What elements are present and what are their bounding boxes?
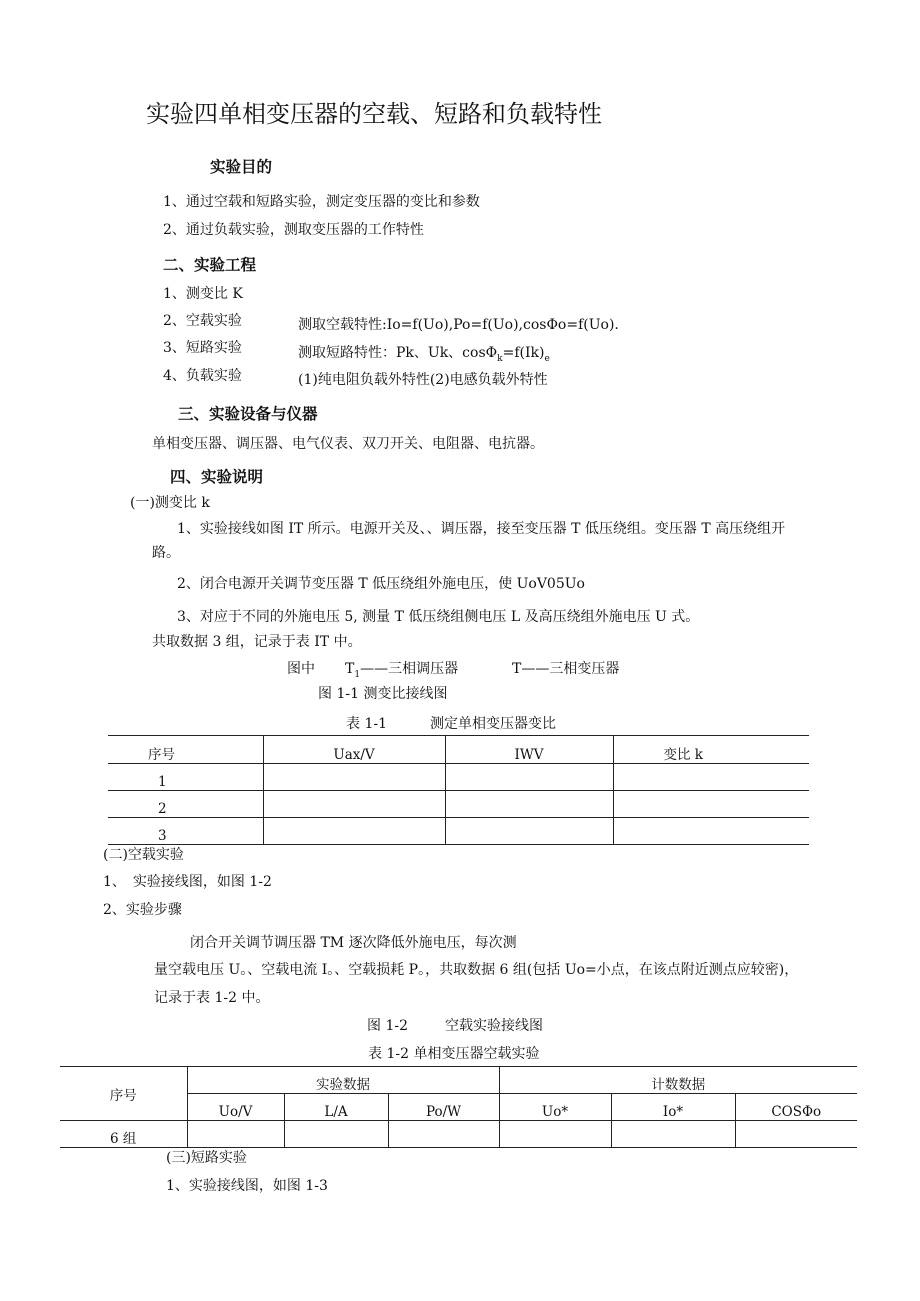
project-item-1-label: 1、测变比 K: [163, 286, 243, 302]
part3-step1: 1、实验接线图，如图 1-3: [166, 1178, 328, 1194]
project-item-3-label: 3、短路实验: [163, 340, 242, 356]
figure-1-2-caption-text: 空载实验接线图: [445, 1018, 543, 1034]
table2-group-experiment: 实验数据: [187, 1067, 499, 1094]
part2-para-line3: 记录于表 1-2 中。: [154, 990, 270, 1006]
table1-row-index: 3: [108, 818, 263, 845]
part2-para-line1: 闭合开关调节调压器 TM 逐次降低外施电压，每次测: [190, 935, 517, 951]
table-row: [60, 1121, 857, 1148]
figure-1-2-caption-num: 图 1-2: [367, 1018, 408, 1034]
table1-header-row: [108, 736, 809, 764]
table2-group-calculated: 计数数据: [499, 1067, 857, 1094]
part1-title: (一)测变比 k: [130, 495, 210, 511]
table2-header-cos: COSΦo: [735, 1094, 857, 1121]
project-item-4-desc: (1)纯电阻负载外特性(2)电感负载外特性: [298, 372, 548, 388]
table2-header-uo-star: Uo*: [499, 1094, 611, 1121]
equipment-text: 单相变压器、调压器、电气仪表、双刀开关、电阻器、电抗器。: [152, 436, 544, 452]
part2-para-line2: 量空载电压 U。、空载电流 I。、空载损耗 P。，共取数据 6 组(包括 Uo=小点，在该点附近测点应较密)，: [154, 962, 799, 978]
table-row: [108, 818, 809, 845]
table1-caption-text: 测定单相变压器变比: [430, 716, 556, 732]
part2-title: (二)空载实验: [103, 847, 184, 863]
table2-header-index: 序号: [60, 1067, 187, 1121]
table1-row-index: 2: [108, 791, 263, 818]
table1-row-index: 1: [108, 764, 263, 791]
project-item-2-desc: 测取空载特性:Io=f(Uo),Po=f(Uo),cosΦo=f(Uo).: [298, 317, 619, 333]
table2-header-uo: Uo/V: [187, 1094, 284, 1121]
table-1-1: [108, 735, 809, 845]
table1-header-index: 序号: [108, 736, 263, 764]
part1-step1-line2: 路。: [152, 545, 180, 561]
project-heading: 二、实验工程: [163, 256, 257, 274]
table2-header-row-1: [60, 1067, 857, 1094]
table-row: [108, 791, 809, 818]
part2-step1: 1、 实验接线图，如图 1-2: [103, 874, 272, 890]
table2-header-po: Po/W: [388, 1094, 499, 1121]
equipment-heading: 三、实验设备与仪器: [178, 405, 318, 423]
part2-step2: 2、实验步骤: [103, 902, 182, 918]
table-row: [108, 764, 809, 791]
part1-step3-cont: 共取数据 3 组，记录于表 IT 中。: [152, 634, 362, 650]
table2-header-current: L/A: [284, 1094, 388, 1121]
figure-legend-t1: $T_1——$三相调压器: [345, 661, 459, 680]
table2-caption: 表 1-2 单相变压器空载实验: [368, 1046, 540, 1062]
figure-legend-prefix: 图中: [287, 661, 315, 677]
table1-header-ratio: 变比 k: [613, 736, 809, 764]
table-1-2: [60, 1066, 857, 1148]
part1-step1-line1: 1、实验接线如图 IT 所示。电源开关及、、调压器，接至变压器 T 低压绕组。变压器 T 高压绕组开: [177, 521, 786, 537]
part3-title: (三)短路实验: [166, 1150, 247, 1166]
part1-step3: 3、对应于不同的外施电压 5, 测量 T 低压绕组侧电压 L 及高压绕组外施电压 U 式。: [177, 609, 700, 625]
part1-step2: 2、闭合电源开关调节变压器 T 低压绕组外施电压，使 UoV05Uo: [177, 576, 585, 592]
table2-header-io-star: Io*: [611, 1094, 735, 1121]
table1-header-uax: Uax/V: [263, 736, 445, 764]
explanation-heading: 四、实验说明: [170, 468, 264, 486]
figure-legend-t: T——三相变压器: [512, 661, 620, 677]
purpose-item-2: 2、通过负载实验，测取变压器的工作特性: [163, 222, 424, 238]
table1-header-iwv: IWV: [445, 736, 613, 764]
project-item-3-desc: 测取短路特性：Pk、Uk、$\cos\Phi_k=f(Ik)_e$: [298, 345, 550, 364]
purpose-heading: 实验目的: [210, 158, 273, 176]
project-item-4-label: 4、负载实验: [163, 368, 242, 384]
project-item-2-label: 2、空载实验: [163, 313, 242, 329]
table2-row-label: 6 组: [60, 1121, 187, 1148]
purpose-item-1: 1、通过空载和短路实验，测定变压器的变比和参数: [163, 194, 480, 210]
figure-1-1-caption: 图 1-1 测变比接线图: [318, 686, 448, 702]
table1-caption-num: 表 1-1: [346, 716, 387, 732]
page-title: 实验四单相变压器的空载、短路和负载特性: [146, 100, 602, 128]
